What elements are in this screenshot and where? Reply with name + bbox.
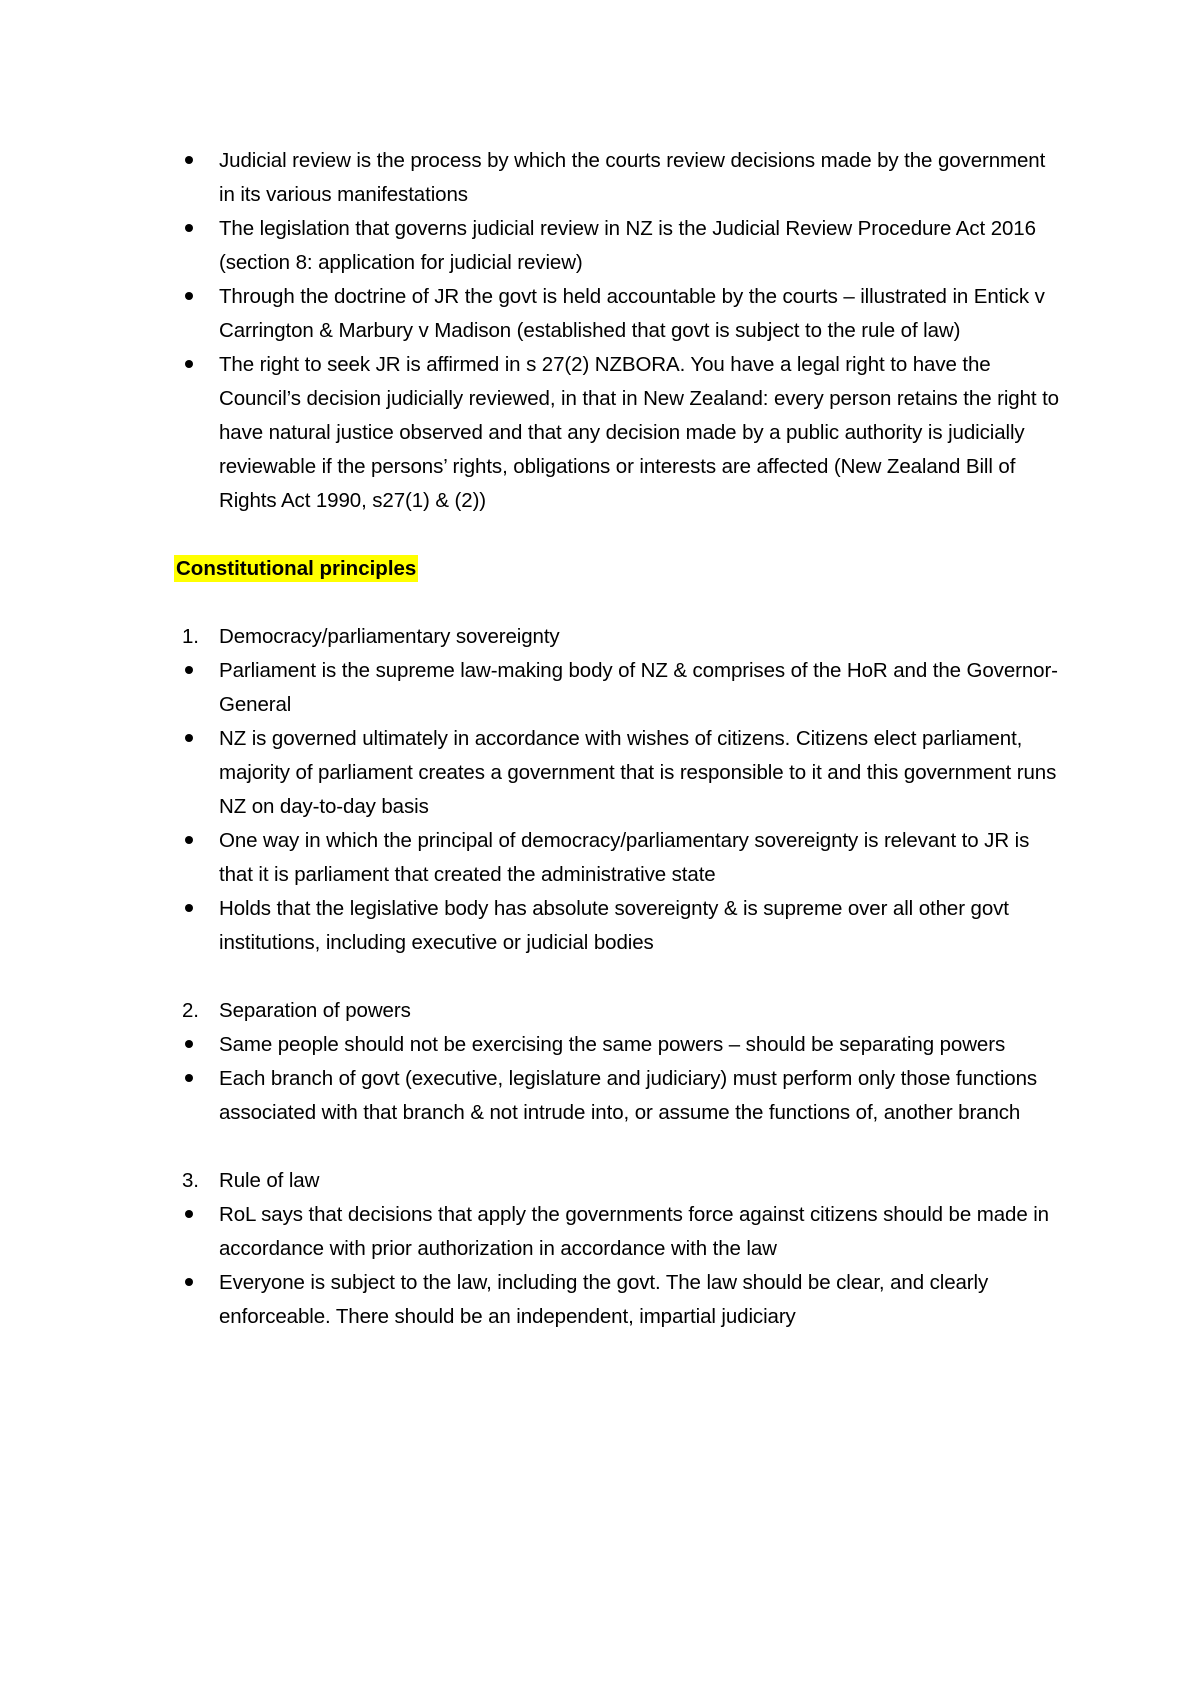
list-item [0, 280, 1200, 348]
bullet-text: NZ is governed ultimately in accordance with wishes of citizens. Citizens elect parliament, majority of parliament creates a government that is responsible to it and this government runs NZ on day-to-day basis [219, 727, 1057, 818]
principle-title: Separation of powers [219, 999, 411, 1022]
bullet-text: Parliament is the supreme law-making body of NZ & comprises of the HoR and the Governor-General [219, 659, 1058, 716]
principle-title: Democracy/parliamentary sovereignty [219, 625, 560, 648]
intro-bullet-list [0, 144, 1200, 518]
bullet-dot-icon [185, 904, 193, 912]
list-item [0, 824, 1200, 892]
section-heading-row [0, 552, 1200, 586]
bullet-dot-icon [185, 666, 193, 674]
list-item [0, 1062, 1200, 1130]
bullet-text: Holds that the legislative body has absolute sovereignty & is supreme over all other govt institutions, including executive or judicial bodies [219, 897, 1009, 954]
numbered-item [0, 620, 1200, 654]
list-item [0, 1198, 1200, 1266]
principle-section-1 [0, 620, 1200, 960]
bullet-text: Judicial review is the process by which the courts review decisions made by the government in its various manifestations [219, 149, 1046, 206]
bullet-text: Everyone is subject to the law, including the govt. The law should be clear, and clearly enforceable. There should be an independent, impartial judiciary [219, 1271, 989, 1328]
bullet-text: The right to seek JR is affirmed in s 27(2) NZBORA. You have a legal right to have the Council’s decision judicially reviewed, in that in New Zealand: every person retains the right to have natural justice observed and that any decision made by a public authority is judicially reviewable if the persons’ rights, obligations or interests are affected (New Zealand Bill of Rights Act 1990, s27(1) & (2)) [219, 353, 1059, 512]
item-number: 2. [182, 999, 199, 1022]
list-item [0, 892, 1200, 960]
bullet-dot-icon [185, 292, 193, 300]
bullet-text: Through the doctrine of JR the govt is held accountable by the courts – illustrated in Entick v Carrington & Marbury v Madison (established that govt is subject to the rule of law) [219, 285, 1045, 342]
principle-title: Rule of law [219, 1169, 320, 1192]
principle-section-2 [0, 994, 1200, 1130]
item-number: 1. [182, 625, 199, 648]
spacer [0, 586, 1200, 620]
bullet-text: RoL says that decisions that apply the governments force against citizens should be made in accordance with prior authorization in accordance with the law [219, 1203, 1049, 1260]
bullet-dot-icon [185, 734, 193, 742]
list-item [0, 722, 1200, 824]
bullet-text: Same people should not be exercising the same powers – should be separating powers [219, 1033, 1006, 1056]
list-item [0, 144, 1200, 212]
section-heading: Constitutional principles [176, 557, 417, 580]
bullet-dot-icon [185, 224, 193, 232]
bullet-text: The legislation that governs judicial review in NZ is the Judicial Review Procedure Act 2016 (section 8: application for judicial review) [219, 217, 1036, 274]
list-item [0, 348, 1200, 518]
spacer [0, 1130, 1200, 1164]
bullet-dot-icon [185, 156, 193, 164]
bullet-dot-icon [185, 1074, 193, 1082]
numbered-item [0, 1164, 1200, 1198]
bullet-dot-icon [185, 1210, 193, 1218]
bullet-dot-icon [185, 836, 193, 844]
list-item [0, 1028, 1200, 1062]
item-number: 3. [182, 1169, 199, 1192]
bullet-text: One way in which the principal of democracy/parliamentary sovereignty is relevant to JR is that it is parliament that created the administrative state [219, 829, 1030, 886]
bullet-dot-icon [185, 1040, 193, 1048]
list-item [0, 1266, 1200, 1334]
list-item [0, 654, 1200, 722]
numbered-item [0, 994, 1200, 1028]
bullet-dot-icon [185, 360, 193, 368]
list-item [0, 212, 1200, 280]
bullet-text: Each branch of govt (executive, legislature and judiciary) must perform only those functions associated with that branch & not intrude into, or assume the functions of, another branch [219, 1067, 1038, 1124]
bullet-dot-icon [185, 1278, 193, 1286]
spacer [0, 518, 1200, 552]
spacer [0, 960, 1200, 994]
principle-section-3 [0, 1164, 1200, 1334]
